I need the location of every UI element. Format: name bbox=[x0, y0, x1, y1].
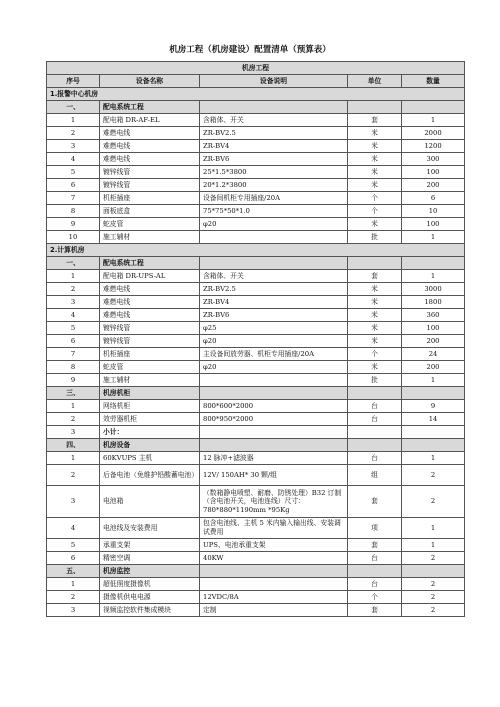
item-quantity: 9 bbox=[402, 400, 465, 413]
item-name: 网络机柜 bbox=[100, 400, 200, 413]
item-name: 施工辅材 bbox=[100, 231, 200, 244]
item-name: 蛇皮管 bbox=[100, 218, 200, 231]
unit-cell bbox=[348, 439, 402, 452]
subsection-number: 一、 bbox=[47, 257, 100, 270]
table-row bbox=[47, 270, 465, 283]
row-number: 1 bbox=[47, 114, 100, 127]
item-quantity: 2 bbox=[402, 578, 465, 591]
row-number: 1 bbox=[47, 270, 100, 283]
table-row bbox=[47, 166, 465, 179]
subsection-number: 五、 bbox=[47, 565, 100, 578]
budget-table bbox=[46, 61, 465, 617]
row-number: 9 bbox=[47, 374, 100, 387]
item-unit: 批 bbox=[348, 374, 402, 387]
item-description: ZR-BV6 bbox=[200, 309, 348, 322]
table-row bbox=[47, 539, 465, 552]
item-name: 难燃电线 bbox=[100, 296, 200, 309]
item-unit: 台 bbox=[348, 552, 402, 565]
item-description: 设备间机柜专用插座/20A bbox=[200, 192, 348, 205]
table-row bbox=[47, 552, 465, 565]
item-quantity: 1 bbox=[402, 518, 465, 539]
subsection-row bbox=[47, 387, 465, 400]
row-number: 7 bbox=[47, 192, 100, 205]
row-number: 3 bbox=[47, 426, 100, 439]
desc-cell bbox=[200, 101, 348, 114]
table-row bbox=[47, 518, 465, 539]
header-desc: 设备说明 bbox=[200, 75, 348, 88]
item-description bbox=[200, 578, 348, 591]
item-unit: 套 bbox=[348, 604, 402, 617]
unit-cell bbox=[348, 257, 402, 270]
item-unit: 个 bbox=[348, 205, 402, 218]
row-number: 8 bbox=[47, 361, 100, 374]
desc-cell bbox=[200, 439, 348, 452]
row-number: 8 bbox=[47, 205, 100, 218]
item-description: UPS、电池承重支架 bbox=[200, 539, 348, 552]
subsection-title: 机房监控 bbox=[100, 565, 200, 578]
table-row bbox=[47, 413, 465, 426]
row-number: 2 bbox=[47, 413, 100, 426]
header-no: 序号 bbox=[47, 75, 100, 88]
item-unit: 项 bbox=[348, 518, 402, 539]
table-row bbox=[47, 127, 465, 140]
item-description bbox=[200, 374, 348, 387]
item-description: 12VDC/8A bbox=[200, 591, 348, 604]
table-row bbox=[47, 335, 465, 348]
row-number: 3 bbox=[47, 604, 100, 617]
item-description: 75*75*50*1.0 bbox=[200, 205, 348, 218]
item-unit: 米 bbox=[348, 296, 402, 309]
table-row bbox=[47, 192, 465, 205]
item-name: 机柜插座 bbox=[100, 348, 200, 361]
header-row bbox=[47, 75, 465, 88]
table-caption: 机房工程 bbox=[47, 62, 465, 75]
item-name: 镀锌线管 bbox=[100, 322, 200, 335]
item-unit: 台 bbox=[348, 578, 402, 591]
table-row bbox=[47, 604, 465, 617]
subsection-row bbox=[47, 439, 465, 452]
row-number: 3 bbox=[47, 296, 100, 309]
item-unit: 米 bbox=[348, 309, 402, 322]
subsection-row bbox=[47, 101, 465, 114]
table-row bbox=[47, 578, 465, 591]
header-qty: 数量 bbox=[402, 75, 465, 88]
item-quantity: 3000 bbox=[402, 283, 465, 296]
item-unit: 套 bbox=[348, 539, 402, 552]
item-description: φ20 bbox=[200, 335, 348, 348]
item-unit: 台 bbox=[348, 452, 402, 465]
table-row bbox=[47, 322, 465, 335]
row-number: 10 bbox=[47, 231, 100, 244]
subsection-number: 四、 bbox=[47, 439, 100, 452]
item-unit: 米 bbox=[348, 283, 402, 296]
item-unit: 米 bbox=[348, 127, 402, 140]
row-number: 3 bbox=[47, 486, 100, 518]
item-description: 12V/ 150AH* 30 颗/组 bbox=[200, 465, 348, 486]
qty-cell bbox=[402, 439, 465, 452]
item-description: （数箱静电喷塑、耐磨、防锈处理）B32 订制（含电池开关，电池连线）尺寸：780*880*1190mm *95Kg bbox=[200, 486, 348, 518]
item-unit: 组 bbox=[348, 465, 402, 486]
qty-cell bbox=[402, 387, 465, 400]
item-name: 配电箱 DR-AF-EL bbox=[100, 114, 200, 127]
item-name: 施工辅材 bbox=[100, 374, 200, 387]
item-name: 摄像机供电电源 bbox=[100, 591, 200, 604]
item-name: 后备电池（免维护铅酸蓄电池） bbox=[100, 465, 200, 486]
item-description bbox=[200, 231, 348, 244]
item-unit bbox=[348, 426, 402, 439]
table-row bbox=[47, 309, 465, 322]
table-row bbox=[47, 374, 465, 387]
item-description: ZR-BV4 bbox=[200, 296, 348, 309]
qty-cell bbox=[402, 257, 465, 270]
item-quantity: 200 bbox=[402, 335, 465, 348]
unit-cell bbox=[348, 565, 402, 578]
item-description: ZR-BV4 bbox=[200, 140, 348, 153]
item-name: 镀锌线管 bbox=[100, 179, 200, 192]
row-number: 1 bbox=[47, 452, 100, 465]
item-name: 难燃电线 bbox=[100, 153, 200, 166]
section-row bbox=[47, 244, 465, 257]
row-number: 5 bbox=[47, 322, 100, 335]
item-quantity: 100 bbox=[402, 218, 465, 231]
row-number: 1 bbox=[47, 400, 100, 413]
item-quantity: 1800 bbox=[402, 296, 465, 309]
item-quantity: 2 bbox=[402, 465, 465, 486]
unit-cell bbox=[348, 387, 402, 400]
item-unit: 米 bbox=[348, 361, 402, 374]
desc-cell bbox=[200, 565, 348, 578]
item-description: 包含电池线、主机 5 米内输入输出线、安装调试费用 bbox=[200, 518, 348, 539]
table-row bbox=[47, 218, 465, 231]
table-row bbox=[47, 452, 465, 465]
item-unit: 米 bbox=[348, 153, 402, 166]
item-unit: 套 bbox=[348, 270, 402, 283]
item-name: 难燃电线 bbox=[100, 309, 200, 322]
item-quantity: 6 bbox=[402, 192, 465, 205]
subsection-number: 三、 bbox=[47, 387, 100, 400]
item-description: 含箱体、开关 bbox=[200, 114, 348, 127]
subsection-row bbox=[47, 565, 465, 578]
item-quantity: 1 bbox=[402, 374, 465, 387]
row-number: 4 bbox=[47, 518, 100, 539]
header-unit: 单位 bbox=[348, 75, 402, 88]
table-row bbox=[47, 591, 465, 604]
item-name: 电池箱 bbox=[100, 486, 200, 518]
item-name: 蛇皮管 bbox=[100, 361, 200, 374]
item-description: ZR-BV2.5 bbox=[200, 127, 348, 140]
item-quantity: 200 bbox=[402, 179, 465, 192]
item-name: 镀锌线管 bbox=[100, 166, 200, 179]
table-row bbox=[47, 283, 465, 296]
item-quantity: 100 bbox=[402, 166, 465, 179]
item-quantity: 1 bbox=[402, 452, 465, 465]
row-number: 2 bbox=[47, 283, 100, 296]
item-quantity: 1 bbox=[402, 539, 465, 552]
item-quantity: 1 bbox=[402, 231, 465, 244]
section-row bbox=[47, 88, 465, 101]
row-number: 3 bbox=[47, 140, 100, 153]
row-number: 9 bbox=[47, 218, 100, 231]
item-name: 配电箱 DR-UPS-AL bbox=[100, 270, 200, 283]
item-quantity: 1 bbox=[402, 270, 465, 283]
item-description: 800*600*2000 bbox=[200, 400, 348, 413]
item-description: ZR-BV2.5 bbox=[200, 283, 348, 296]
unit-cell bbox=[348, 101, 402, 114]
row-number: 7 bbox=[47, 348, 100, 361]
row-number: 4 bbox=[47, 153, 100, 166]
item-description: 20*1.2*3800 bbox=[200, 179, 348, 192]
item-quantity: 14 bbox=[402, 413, 465, 426]
item-name: 视频监控软件集成模块 bbox=[100, 604, 200, 617]
item-name: 难燃电线 bbox=[100, 127, 200, 140]
subsection-row bbox=[47, 257, 465, 270]
row-number: 6 bbox=[47, 335, 100, 348]
item-quantity: 1 bbox=[402, 114, 465, 127]
item-unit: 米 bbox=[348, 140, 402, 153]
item-name: 60KVUPS 主机 bbox=[100, 452, 200, 465]
item-name: 承重支架 bbox=[100, 539, 200, 552]
desc-cell bbox=[200, 257, 348, 270]
table-row bbox=[47, 296, 465, 309]
item-quantity: 2 bbox=[402, 604, 465, 617]
page-title: 机房工程（机房建设）配置清单（预算表） bbox=[169, 45, 331, 55]
subsection-title: 配电系统工程 bbox=[100, 257, 200, 270]
item-quantity: 100 bbox=[402, 322, 465, 335]
item-unit: 米 bbox=[348, 322, 402, 335]
item-quantity: 10 bbox=[402, 205, 465, 218]
item-name: 超低照度摄像机 bbox=[100, 578, 200, 591]
row-number: 2 bbox=[47, 591, 100, 604]
item-unit: 套 bbox=[348, 114, 402, 127]
item-unit: 米 bbox=[348, 335, 402, 348]
table-body bbox=[47, 62, 465, 617]
table-row bbox=[47, 205, 465, 218]
row-number: 6 bbox=[47, 552, 100, 565]
item-unit: 台 bbox=[348, 413, 402, 426]
qty-cell bbox=[402, 565, 465, 578]
item-unit: 个 bbox=[348, 591, 402, 604]
row-number: 5 bbox=[47, 539, 100, 552]
item-quantity: 24 bbox=[402, 348, 465, 361]
item-quantity: 200 bbox=[402, 361, 465, 374]
desc-cell bbox=[200, 387, 348, 400]
item-description: ZR-BV6 bbox=[200, 153, 348, 166]
table-row bbox=[47, 140, 465, 153]
table-row bbox=[47, 426, 465, 439]
item-unit: 米 bbox=[348, 179, 402, 192]
row-number: 2 bbox=[47, 127, 100, 140]
item-unit: 米 bbox=[348, 218, 402, 231]
table-row bbox=[47, 400, 465, 413]
header-name: 设备名称 bbox=[100, 75, 200, 88]
item-description bbox=[200, 426, 348, 439]
item-quantity: 360 bbox=[402, 309, 465, 322]
item-description: φ20 bbox=[200, 361, 348, 374]
item-quantity: 2 bbox=[402, 552, 465, 565]
item-description: 40KW bbox=[200, 552, 348, 565]
table-row bbox=[47, 348, 465, 361]
item-unit: 个 bbox=[348, 348, 402, 361]
item-description: 主设备间放劳器、机柜专用插座/20A bbox=[200, 348, 348, 361]
item-description: φ25 bbox=[200, 322, 348, 335]
item-unit: 台 bbox=[348, 400, 402, 413]
section-title: 1.报警中心机房 bbox=[47, 88, 465, 101]
qty-cell bbox=[402, 101, 465, 114]
item-name: 电池线及安装费用 bbox=[100, 518, 200, 539]
item-name: 镀锌线管 bbox=[100, 335, 200, 348]
table-row bbox=[47, 361, 465, 374]
item-quantity: 2000 bbox=[402, 127, 465, 140]
subsection-title: 配电系统工程 bbox=[100, 101, 200, 114]
item-name: 面板底盒 bbox=[100, 205, 200, 218]
item-name: 难燃电线 bbox=[100, 283, 200, 296]
item-name: 小计： bbox=[100, 426, 200, 439]
subsection-title: 机房设备 bbox=[100, 439, 200, 452]
item-unit: 米 bbox=[348, 166, 402, 179]
subsection-number: 一、 bbox=[47, 101, 100, 114]
row-number: 2 bbox=[47, 465, 100, 486]
item-quantity: 300 bbox=[402, 153, 465, 166]
item-description: 含箱体、开关 bbox=[200, 270, 348, 283]
item-unit: 批 bbox=[348, 231, 402, 244]
section-title: 2.计算机房 bbox=[47, 244, 465, 257]
table-row bbox=[47, 486, 465, 518]
item-description: 25*1.5*3800 bbox=[200, 166, 348, 179]
item-unit: 套 bbox=[348, 486, 402, 518]
item-description: 800*950*2000 bbox=[200, 413, 348, 426]
table-row bbox=[47, 153, 465, 166]
subsection-title: 机房机柜 bbox=[100, 387, 200, 400]
table-row bbox=[47, 179, 465, 192]
item-description: 12 脉冲+滤波器 bbox=[200, 452, 348, 465]
item-quantity: 2 bbox=[402, 591, 465, 604]
item-name: 难燃电线 bbox=[100, 140, 200, 153]
caption-row bbox=[47, 62, 465, 75]
table-row bbox=[47, 231, 465, 244]
item-name: 精密空调 bbox=[100, 552, 200, 565]
item-name: 机柜插座 bbox=[100, 192, 200, 205]
table-row bbox=[47, 114, 465, 127]
item-quantity: 1200 bbox=[402, 140, 465, 153]
item-description: φ20 bbox=[200, 218, 348, 231]
row-number: 1 bbox=[47, 578, 100, 591]
item-name: 效劳器机柜 bbox=[100, 413, 200, 426]
row-number: 4 bbox=[47, 309, 100, 322]
item-description: 定制 bbox=[200, 604, 348, 617]
row-number: 6 bbox=[47, 179, 100, 192]
item-quantity: 2 bbox=[402, 486, 465, 518]
table-row bbox=[47, 465, 465, 486]
item-unit: 个 bbox=[348, 192, 402, 205]
item-quantity bbox=[402, 426, 465, 439]
row-number: 5 bbox=[47, 166, 100, 179]
